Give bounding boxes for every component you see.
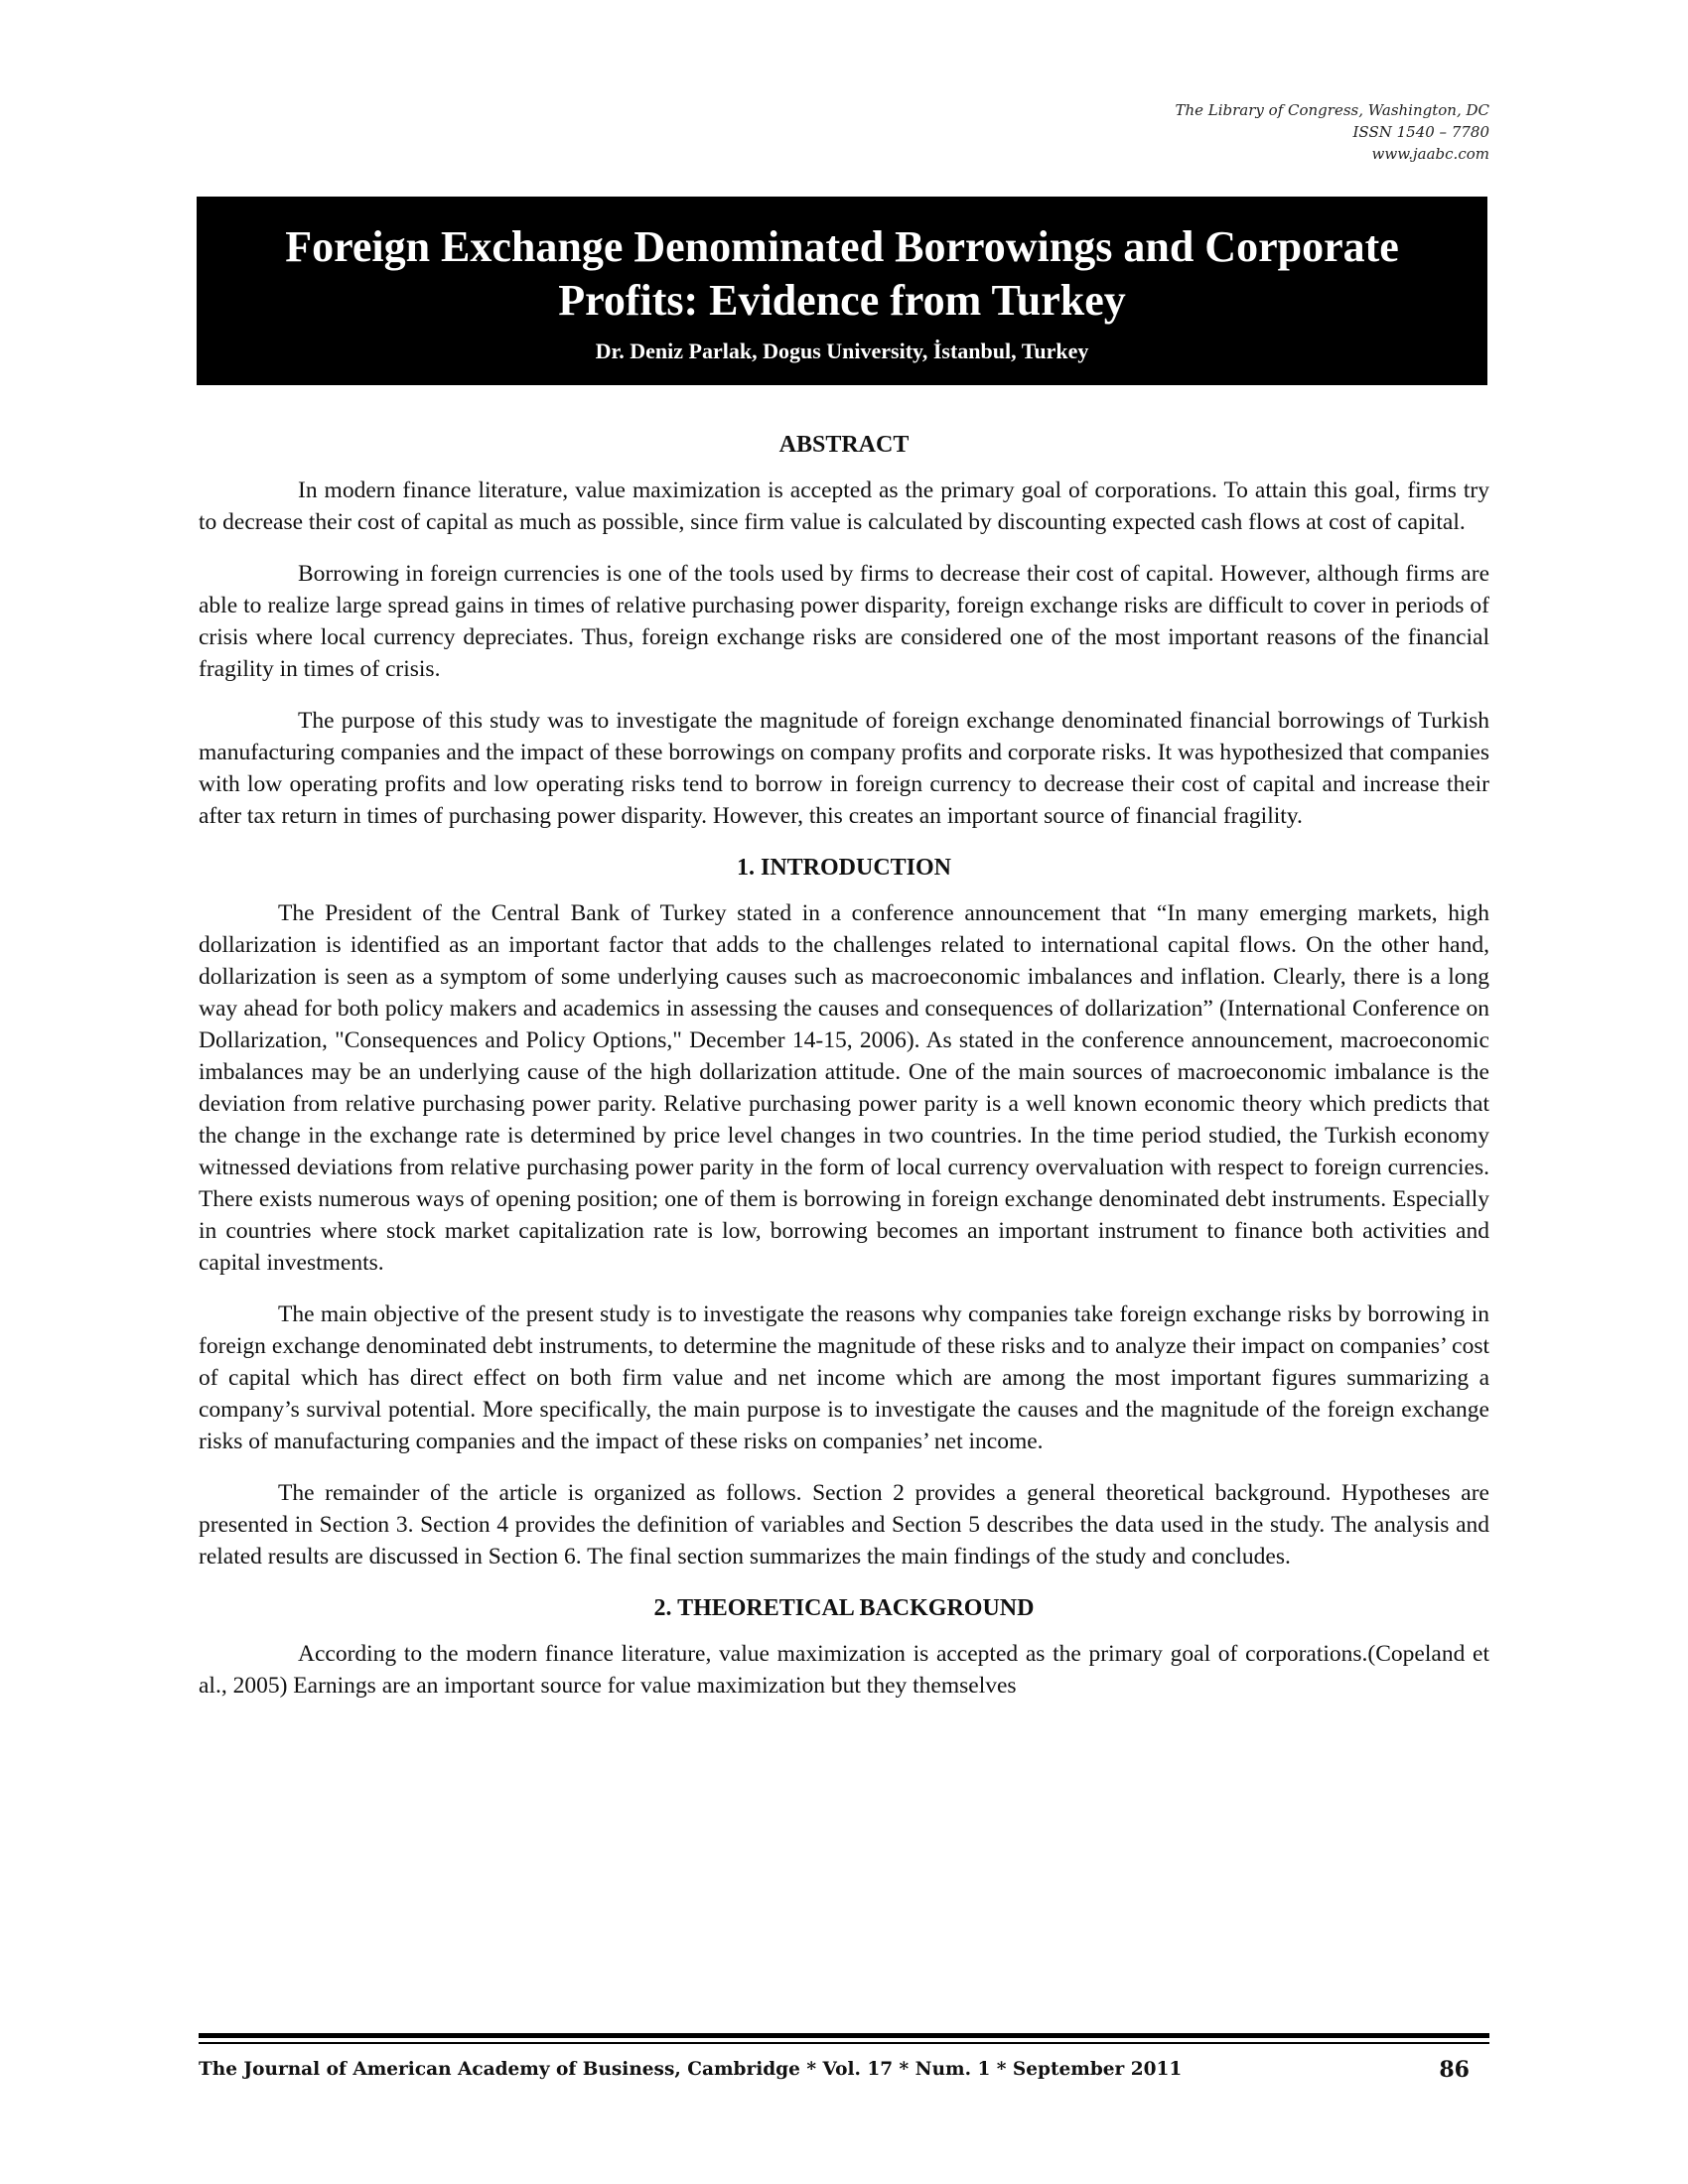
abstract-paragraph: In modern finance literature, value maximization is accepted as the primary goal of corporations. To attain this goal, firms try to decrease their cost of capital as much as possible, since firm value is calculated by discounting expected cash flows at cost of capital.	[199, 478, 1489, 535]
body-paragraph: The President of the Central Bank of Turkey stated in a conference announcement that “In many emerging markets, high dollarization is identified as an important factor that adds to the challenges related to international capital flows. On the other hand, dollarization is seen as a symptom of some underlying causes such as macroeconomic imbalances and inflation. Clearly, there is a long way ahead for both policy makers and academics in assessing the causes and consequences of dollarization” (International Conference on Dollarization, "Consequences and Policy Options," December 14-15, 2006). As stated in the conference announcement, macroeconomic imbalances may be an underlying cause of the high dollarization attitude. One of the main sources of macroeconomic imbalance is the deviation from relative purchasing power parity. Relative purchasing power parity is a well known economic theory which predicts that the change in the exchange rate is determined by price level changes in two countries. In the time period studied, the Turkish economy witnessed deviations from relative purchasing power parity in the form of local currency overvaluation with respect to foreign currencies. There exists numerous ways of opening position; one of them is borrowing in foreign exchange denominated debt instruments. Especially in countries where stock market capitalization rate is low, borrowing becomes an important instrument to finance both activities and capital investments.	[199, 900, 1489, 1276]
body-paragraph: According to the modern finance literature, value maximization is accepted as the primary goal of corporations.(Copeland et al., 2005) Earnings are an important source for value maximization but they themselves	[199, 1641, 1489, 1699]
abstract-paragraph: The purpose of this study was to investigate the magnitude of foreign exchange denominated financial borrowings of Turkish manufacturing companies and the impact of these borrowings on company profits and corporate risks. It was hypothesized that companies with low operating profits and low operating risks tend to borrow in foreign currency to decrease their cost of capital and increase their after tax return in times of purchasing power disparity. However, this creates an important source of financial fragility.	[199, 708, 1489, 829]
body-paragraph: The remainder of the article is organized as follows. Section 2 provides a general theoretical background. Hypotheses are presented in Section 3. Section 4 provides the definition of variables and Section 5 describes the data used in the study. The analysis and related results are discussed in Section 6. The final section summarizes the main findings of the study and concludes.	[199, 1480, 1489, 1570]
issn-line: ISSN 1540 – 7780	[1352, 123, 1489, 141]
body-paragraph: The main objective of the present study is to investigate the reasons why companies take foreign exchange risks by borrowing in foreign exchange denominated debt instruments, to determine the magnitude of these risks and to analyze their impact on companies’ cost of capital which has direct effect on both firm value and net income which are among the most important figures summarizing a company’s survival potential. More specifically, the main purpose is to investigate the causes and the magnitude of the foreign exchange risks of manufacturing companies and the impact of these risks on companies’ net income.	[199, 1301, 1489, 1454]
title-banner	[197, 197, 1487, 385]
abstract-paragraph: Borrowing in foreign currencies is one of the tools used by firms to decrease their cost of capital. However, although firms are able to realize large spread gains in times of relative purchasing power disparity, foreign exchange risks are difficult to cover in periods of crisis where local currency depreciates. Thus, foreign exchange risks are considered one of the most important reasons of the financial fragility in times of crisis.	[199, 561, 1489, 682]
background-heading: 2. THEORETICAL BACKGROUND	[653, 1595, 1035, 1621]
footer-divider	[199, 2033, 1489, 2038]
publication-info	[1175, 99, 1489, 165]
introduction-heading: 1. INTRODUCTION	[736, 855, 952, 881]
website-line: www.jaabc.com	[1371, 145, 1489, 163]
abstract-heading: ABSTRACT	[778, 432, 910, 458]
article-body	[199, 429, 1489, 1721]
journal-citation: The Journal of American Academy of Business, Cambridge * Vol. 17 * Num. 1 * September 2011	[199, 2059, 1183, 2080]
footer-divider-thin	[199, 2042, 1489, 2044]
page-footer	[199, 2059, 1489, 2089]
page-number: 86	[1439, 2057, 1470, 2083]
paper-title: Foreign Exchange Denominated Borrowings and Corporate Profits: Evidence from Turkey	[285, 222, 1399, 325]
author-affiliation: Dr. Deniz Parlak, Dogus University, İstanbul, Turkey	[595, 339, 1089, 363]
publisher-line: The Library of Congress, Washington, DC	[1175, 101, 1489, 119]
